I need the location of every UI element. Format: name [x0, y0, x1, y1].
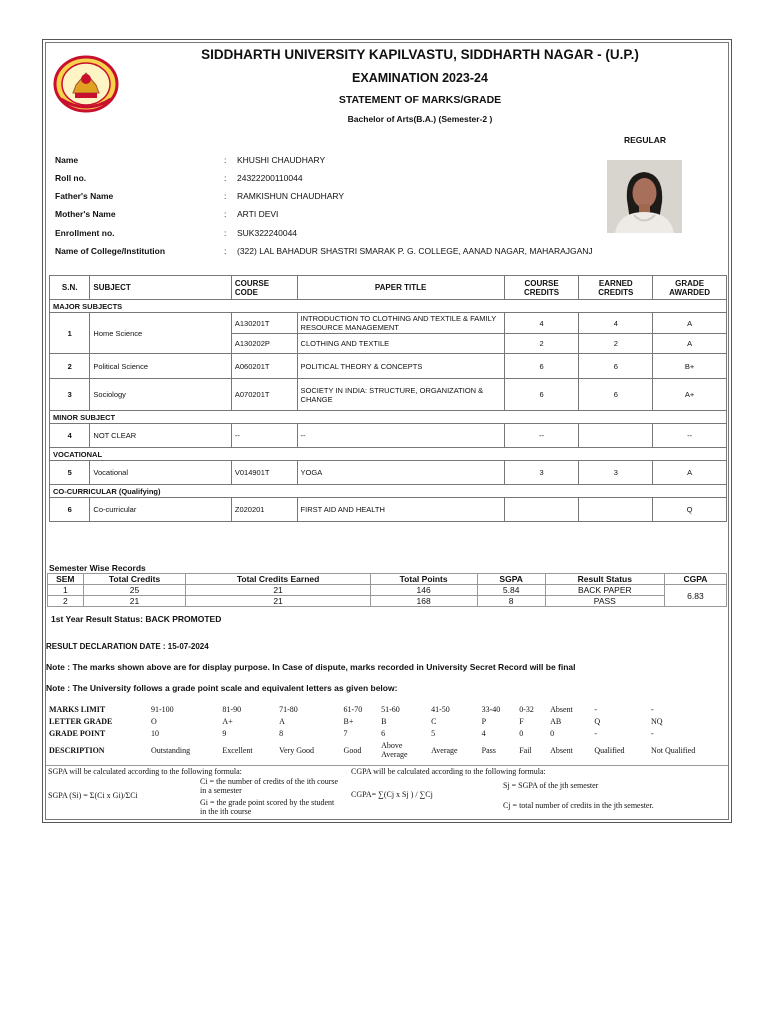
sem-header: CGPA [664, 574, 726, 585]
scale-cell: 0-32 [519, 704, 534, 714]
credits-cell: 2 [504, 334, 579, 354]
scale-cell: 33-40 [481, 704, 501, 714]
marks-table [49, 275, 727, 522]
earned-cell: 3 [579, 461, 653, 485]
earned-cell: 6 [579, 379, 653, 411]
scale-cell: B+ [343, 716, 354, 726]
note-display-purpose: Note : The marks shown above are for display purpose. In Case of dispute, marks recorded in University Secret Record will be final [46, 662, 576, 672]
sgpa-formula: SGPA (Si) = Σ(Ci x Gi)/ΣCi [48, 791, 138, 800]
section-major: MAJOR SUBJECTS [50, 300, 727, 313]
colon: : [224, 173, 227, 183]
scale-cell: Q [594, 716, 601, 726]
scale-cell: A [279, 716, 285, 726]
credits-cell: 21 [83, 596, 186, 607]
mother-value: ARTI DEVI [237, 209, 279, 219]
scale-cell: 8 [279, 728, 284, 738]
earned-cell: 4 [579, 313, 653, 334]
status-cell: BACK PAPER [545, 585, 664, 596]
scale-cell: Good [343, 745, 362, 755]
statement-title: STATEMENT OF MARKS/GRADE [338, 94, 502, 106]
scale-cell: 10 [151, 728, 159, 738]
sn-cell: 3 [50, 379, 90, 411]
name-label: Name [55, 155, 79, 165]
roll-value: 24322200110044 [237, 173, 303, 183]
table-row [48, 585, 727, 596]
scale-cell: Absent [550, 745, 573, 755]
table-row [50, 313, 727, 334]
scale-cell: 41-50 [431, 704, 450, 714]
scale-row-marks [47, 703, 729, 715]
scale-cell: 91-100 [151, 704, 174, 714]
father-label: Father's Name [55, 191, 114, 201]
credits-cell: 4 [504, 313, 579, 334]
scale-cell: P [481, 716, 487, 726]
scale-cell: 0 [519, 728, 524, 738]
scale-cell: AB [550, 716, 562, 726]
enrollment-value: SUK322240044 [237, 228, 298, 238]
sem-header: Total Credits [83, 574, 186, 585]
scale-cell: Qualified [594, 745, 625, 755]
subject-cell: Vocational [90, 461, 231, 485]
subject-cell: Sociology [90, 379, 231, 411]
scale-cell: Pass [481, 745, 496, 755]
scale-cell: B [381, 716, 387, 726]
father-value: RAMKISHUN CHAUDHARY [237, 191, 345, 201]
points-cell: 168 [370, 596, 477, 607]
sem-header: SEM [48, 574, 84, 585]
sn-cell: 4 [50, 424, 90, 448]
sn-cell: 2 [50, 354, 90, 379]
section-cocurricular: CO-CURRICULAR (Qualifying) [50, 485, 727, 498]
colon: : [224, 209, 227, 219]
sem-header: SGPA [477, 574, 545, 585]
header-earned-credits: EARNED CREDITS [579, 276, 653, 300]
scale-cell: Absent [550, 704, 573, 714]
colon: : [224, 246, 227, 256]
earned-cell: 6 [579, 354, 653, 379]
credits-cell: 3 [504, 461, 579, 485]
student-photo [607, 160, 682, 233]
scale-cell: C [431, 716, 437, 726]
examination-title: EXAMINATION 2023-24 [352, 71, 488, 85]
scale-cell: Average [431, 745, 458, 755]
sem-cell: 2 [48, 596, 84, 607]
header-subject: SUBJECT [90, 276, 231, 300]
sn-cell: 5 [50, 461, 90, 485]
scale-cell: - [594, 728, 597, 738]
sgpa-cell: 8 [477, 596, 545, 607]
scale-cell: - [594, 704, 597, 714]
scale-cell: 0 [550, 728, 555, 738]
header-sn: S.N. [50, 276, 90, 300]
code-cell: A060201T [231, 354, 297, 379]
semester-records-table [47, 573, 727, 607]
scale-cell: - [651, 704, 654, 714]
title-cell: SOCIETY IN INDIA: STRUCTURE, ORGANIZATION & CHANGE [297, 379, 504, 411]
title-cell: CLOTHING AND TEXTILE [297, 334, 504, 354]
section-minor: MINOR SUBJECT [50, 411, 727, 424]
declaration-date: RESULT DECLARATION DATE : 15-07-2024 [46, 642, 209, 651]
college-label: Name of College/Institution [55, 246, 166, 256]
colon: : [224, 228, 227, 238]
name-value: KHUSHI CHAUDHARY [237, 155, 326, 165]
sn-cell: 6 [50, 498, 90, 522]
sgpa-intro: SGPA will be calculated according to the following formula: [48, 767, 242, 776]
code-cell: -- [231, 424, 297, 448]
scale-cell: F [519, 716, 524, 726]
code-cell: A130201T [231, 313, 297, 334]
colon: : [224, 155, 227, 165]
subject-cell: Home Science [90, 313, 231, 354]
formula-block [46, 765, 728, 818]
cj-definition: Cj = total number of credits in the jth semester. [503, 801, 654, 810]
table-row [50, 379, 727, 411]
scale-cell: Very Good [279, 745, 314, 755]
grade-scale-table [47, 703, 729, 761]
table-row [50, 461, 727, 485]
scale-cell: O [151, 716, 157, 726]
title-cell: -- [297, 424, 504, 448]
sem-header: Total Points [370, 574, 477, 585]
grade-cell: Q [653, 498, 727, 522]
header-paper-title: PAPER TITLE [297, 276, 504, 300]
grade-cell: -- [653, 424, 727, 448]
scale-cell: 6 [381, 728, 386, 738]
scale-cell: Outstanding [151, 745, 191, 755]
header-course-credits: COURSE CREDITS [504, 276, 579, 300]
credits-cell: -- [504, 424, 579, 448]
points-cell: 146 [370, 585, 477, 596]
grade-cell: B+ [653, 354, 727, 379]
header-grade-awarded: GRADE AWARDED [653, 276, 727, 300]
scale-row-label: MARKS LIMIT [49, 704, 106, 714]
table-row [48, 596, 727, 607]
scale-cell: NQ [651, 716, 663, 726]
credits-cell: 6 [504, 354, 579, 379]
scale-cell: Above Average [381, 741, 408, 759]
scale-row-description [47, 739, 729, 761]
scale-row-point [47, 727, 729, 739]
subject-cell: NOT CLEAR [90, 424, 231, 448]
title-cell: YOGA [297, 461, 504, 485]
cgpa-intro: CGPA will be calculated according to the following formula: [351, 767, 546, 776]
grade-cell: A [653, 461, 727, 485]
scale-cell: Fail [519, 745, 532, 755]
credits-cell [504, 498, 579, 522]
scale-cell: 4 [481, 728, 486, 738]
scale-cell: Excellent [222, 745, 253, 755]
scale-row-letter [47, 715, 729, 727]
earned-cell [579, 498, 653, 522]
scale-cell: 5 [431, 728, 436, 738]
earned-cell: 2 [579, 334, 653, 354]
earned-cell: 21 [186, 596, 370, 607]
exam-type: REGULAR [624, 135, 667, 145]
table-row [50, 498, 727, 522]
table-row [50, 354, 727, 379]
gi-definition: Gi = the grade point scored by the student in the ith course [200, 798, 335, 816]
scale-cell: 61-70 [343, 704, 363, 714]
grade-cell: A [653, 334, 727, 354]
scale-row-label: DESCRIPTION [49, 745, 105, 755]
cgpa-formula: CGPA= ∑(Cj x Sj ) / ∑Cj [351, 790, 433, 799]
earned-cell [579, 424, 653, 448]
header-course-code: COURSE CODE [231, 276, 297, 300]
scale-row-label: LETTER GRADE [49, 716, 113, 726]
sem-header: Total Credits Earned [186, 574, 370, 585]
title-cell: INTRODUCTION TO CLOTHING AND TEXTILE & FAMILY RESOURCE MANAGEMENT [297, 313, 504, 334]
enrollment-label: Enrollment no. [55, 228, 115, 238]
roll-label: Roll no. [55, 173, 87, 183]
scale-cell: 51-60 [381, 704, 400, 714]
course-title: Bachelor of Arts(B.A.) (Semester-2 ) [347, 114, 493, 124]
scale-cell: A+ [222, 716, 233, 726]
code-cell: A070201T [231, 379, 297, 411]
scale-cell: 7 [343, 728, 348, 738]
university-name: SIDDHARTH UNIVERSITY KAPILVASTU, SIDDHARTH NAGAR - (U.P.) [201, 47, 639, 62]
subject-cell: Co-curricular [90, 498, 231, 522]
scale-cell: 9 [222, 728, 227, 738]
table-row [50, 424, 727, 448]
code-cell: V014901T [231, 461, 297, 485]
credits-cell: 6 [504, 379, 579, 411]
sj-definition: Sj = SGPA of the jth semester [503, 781, 599, 790]
college-value: (322) LAL BAHADUR SHASTRI SMARAK P. G. COLLEGE, AANAD NAGAR, MAHARAJGANJ [237, 246, 593, 256]
status-cell: PASS [545, 596, 664, 607]
title-cell: POLITICAL THEORY & CONCEPTS [297, 354, 504, 379]
mother-label: Mother's Name [55, 209, 116, 219]
grade-cell: A+ [653, 379, 727, 411]
scale-row-label: GRADE POINT [49, 728, 106, 738]
colon: : [224, 191, 227, 201]
cgpa-cell: 6.83 [664, 585, 726, 607]
code-cell: Z020201 [231, 498, 297, 522]
scale-cell: 81-90 [222, 704, 242, 714]
scale-cell: Not Qualified [651, 745, 696, 755]
semester-records-title: Semester Wise Records [49, 563, 146, 573]
sem-header: Result Status [545, 574, 664, 585]
sgpa-cell: 5.84 [477, 585, 545, 596]
scale-cell: - [651, 728, 654, 738]
ci-definition: Ci = the number of credits of the ith course in a semester [200, 777, 339, 795]
sn-cell: 1 [50, 313, 90, 354]
first-year-status: 1st Year Result Status: BACK PROMOTED [51, 614, 222, 624]
earned-cell: 21 [186, 585, 370, 596]
code-cell: A130202P [231, 334, 297, 354]
note-grade-scale: Note : The University follows a grade point scale and equivalent letters as given below: [46, 683, 398, 693]
subject-cell: Political Science [90, 354, 231, 379]
scale-cell: 71-80 [279, 704, 298, 714]
sem-cell: 1 [48, 585, 84, 596]
credits-cell: 25 [83, 585, 186, 596]
university-logo [53, 55, 119, 113]
title-cell: FIRST AID AND HEALTH [297, 498, 504, 522]
grade-cell: A [653, 313, 727, 334]
section-vocational: VOCATIONAL [50, 448, 727, 461]
